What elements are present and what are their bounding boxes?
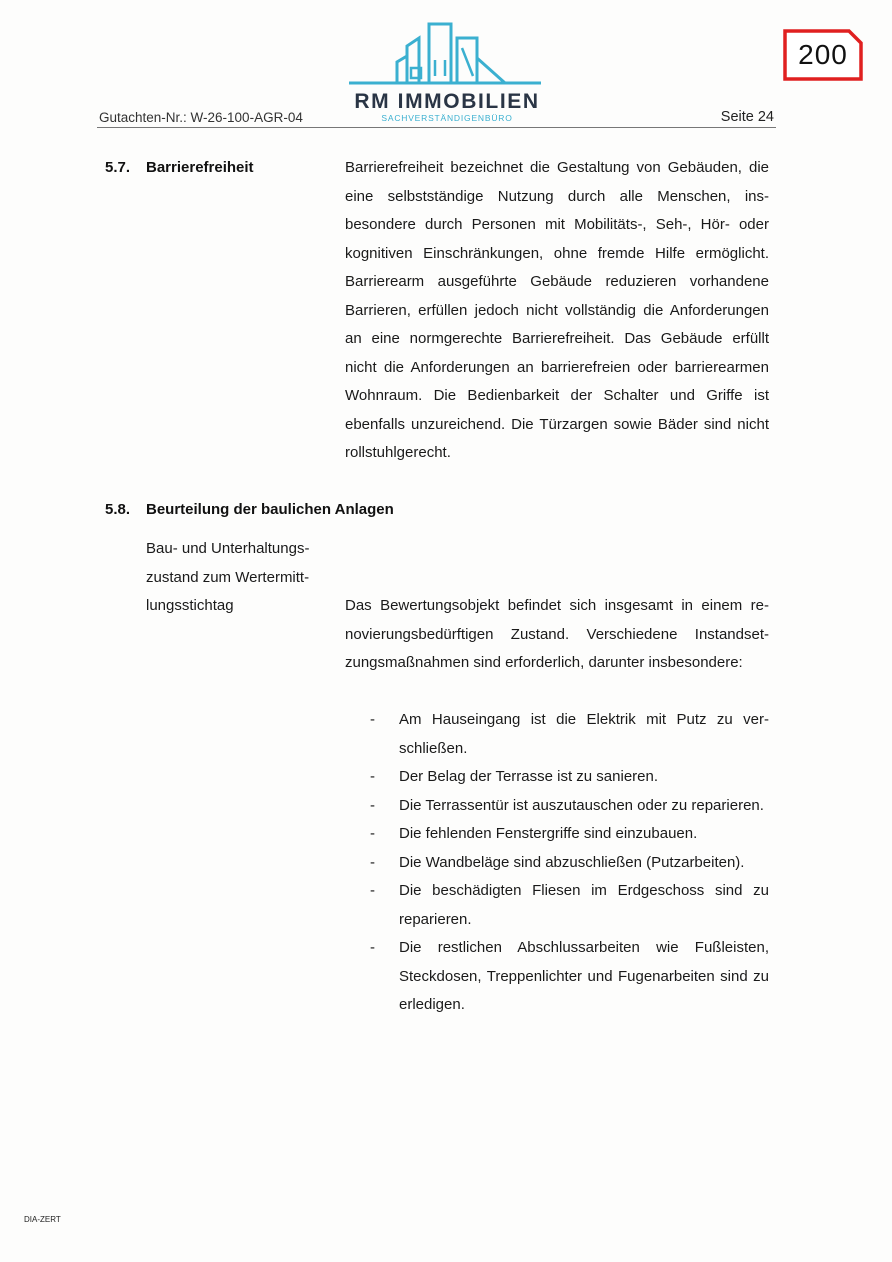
- repair-list: [345, 706, 769, 1020]
- section-number: 5.7.: [105, 159, 131, 176]
- bullet-marker: -: [370, 711, 375, 728]
- section-text: Das Bewertungsobjekt befindet sich insgesamt in einem renovierungsbedürftigen Zustand. Verschiedene Instandsetzungsmaßnahmen sind erforderlich, darunter insbesondere:: [345, 597, 769, 671]
- section-number: 5.8.: [105, 501, 131, 518]
- list-item-text: Die Wandbeläge sind abzuschließen (Putzarbeiten).: [399, 853, 745, 871]
- section-text: Barrierefreiheit bezeichnet die Gestaltung von Gebäuden, die eine selbstständige Nutzung durch alle Menschen, insbesondere durch Personen mit Mobilitäts-, Seh-, Hör- oder kognitiven Einschränkungen, ohne fremde Hilfe ermöglicht. Barrierearm ausgeführte Gebäude reduzieren vorhandene Barrieren, erfüllen jedoch nicht vollständig die Anforderungen an eine normgerechte Barrierefreiheit. Das Gebäude erfüllt nicht die Anforderungen an barrierefreien oder barrierearmen Wohnraum. Die Bedienbarkeit der Schalter und Griffe ist ebenfalls unzureichend. Die Türzargen sowie Bäder sind nicht rollstuhlgerecht.: [345, 159, 769, 461]
- list-item: [345, 763, 769, 792]
- section-heading: Beurteilung der baulichen Anlagen: [146, 501, 394, 518]
- list-item-text: Der Belag der Terrasse ist zu sanieren.: [399, 768, 659, 785]
- list-item: [345, 820, 769, 849]
- report-number: Gutachten-Nr.: W-26-100-AGR-04: [99, 110, 303, 125]
- field-label: Bau- und Unterhaltungszustand zum Wertermittlungsstichtag: [146, 540, 310, 614]
- list-item: [345, 877, 769, 934]
- logo-name: RM IMMOBILIEN: [354, 90, 540, 113]
- list-item: [345, 934, 769, 1020]
- list-item: [345, 706, 769, 763]
- footer-note: DIA-ZERT: [24, 1215, 61, 1224]
- list-item: [345, 792, 769, 821]
- logo-subtitle: SACHVERSTÄNDIGENBÜRO: [381, 113, 513, 123]
- page-number-badge: [783, 29, 863, 81]
- list-item-text: Am Hauseingang ist die Elektrik mit Putz zu verschließen.: [399, 711, 769, 757]
- list-item-text: Die restlichen Abschlussarbeiten wie Fußleisten, Steckdosen, Treppenlichter und Fugenarbeiten sind zu erledigen.: [399, 939, 769, 1013]
- bullet-marker: -: [370, 882, 375, 899]
- list-item-text: Die Terrassentür ist auszutauschen oder zu reparieren.: [399, 796, 764, 814]
- page-badge-number: 200: [798, 39, 848, 70]
- header-divider: [97, 127, 776, 128]
- company-logo: [349, 20, 545, 125]
- bullet-marker: -: [370, 768, 375, 785]
- bullet-marker: -: [370, 853, 375, 871]
- list-item: [345, 849, 769, 878]
- bullet-marker: -: [370, 825, 375, 842]
- page-label: Seite 24: [720, 109, 774, 125]
- list-item-text: Die fehlenden Fenstergriffe sind einzubauen.: [399, 825, 698, 842]
- city-buildings-icon: [349, 20, 545, 90]
- section-heading: Barrierefreiheit: [146, 159, 254, 176]
- bullet-marker: -: [370, 796, 375, 814]
- bullet-marker: -: [370, 939, 375, 956]
- list-item-text: Die beschädigten Fliesen im Erdgeschoss sind zu reparieren.: [399, 882, 769, 928]
